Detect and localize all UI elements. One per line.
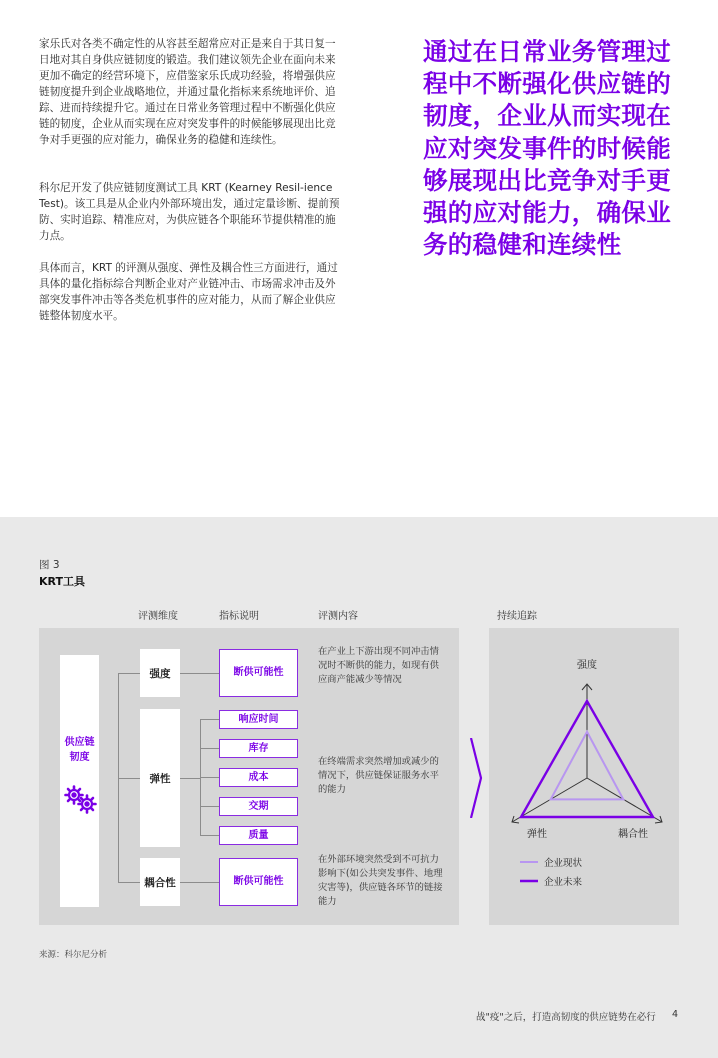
dimension-coupling-label: 耦合性 [144,877,176,889]
radar-label-elasticity: 弹性 [527,829,547,840]
figure-title: KRT工具 [39,575,86,588]
column-header-content: 评测内容 [318,611,358,622]
column-header-tracking: 持续追踪 [497,611,537,622]
connector-elasticity-stub [180,778,200,779]
pull-quote: 通过在日常业务管理过程中不断强化供应链的韧度，企业从而实现在应对突发事件的时候能够展现出比竞争对手更强的应对能力，确保业务的稳健和连续性 [423,37,671,260]
paragraph-1: 家乐氏对各类不确定性的从容甚至超常应对正是来自于其日复一日地对其自身供应链韧度的锻造。我们建议领先企业在面向未来更加不确定的经营环境下，应借鉴家乐氏成功经验，将增强供应链韧度提升到企业战略地位，并通过量化指标来系统地评价、追踪、进而持续提升它。通过在日常业务管理过程中不断强化供应链的韧度，企业从而实现在应对突发事件的时候能够展现出比竞争对手更强的应对能力，确保业务的稳健和连续性。 [39,38,336,146]
dimension-strength-label: 强度 [149,668,171,680]
description-strength: 在产业上下游出现不同冲击情况时不断供的能力，如现有供应商产能减少等情况 [318,646,439,685]
connector-ind-1 [200,719,219,720]
connector-ind-5 [200,835,219,836]
indicator-supply-disruption-coupling: 断供可能性 [219,858,298,906]
gears-icon [62,783,98,815]
indicator-response-time: 响应时间 [219,710,298,729]
description-coupling: 在外部环境突然受到不可抗力影响下(如公共突发事件、地理灾害等)，供应链各环节的链接能力 [318,854,443,907]
description-elasticity: 在终端需求突然增加或减少的情况下，供应链保证服务水平的能力 [318,756,439,795]
dimension-elasticity-box [140,709,180,847]
page-number: 4 [672,1009,679,1020]
indicator-quality: 质量 [219,826,298,845]
connector-ind-3 [200,777,219,778]
chevron-right-icon [468,738,484,818]
root-box [60,655,99,907]
connector-elasticity [118,778,140,779]
root-label: 供应链韧度 [64,737,95,763]
radar-chart [489,628,679,925]
indicator-lead-time: 交期 [219,797,298,816]
column-header-dimension: 评测维度 [138,611,178,622]
footer-title: 战"疫"之后，打造高韧度的供应链势在必行 [476,1012,656,1023]
connector-strength-indicator [180,673,219,674]
legend-future-label: 企业未来 [544,877,583,888]
figure-label: 图 3 [39,559,60,571]
dimension-elasticity-label: 弹性 [149,773,171,785]
source-note: 来源：科尔尼分析 [39,950,108,960]
indicator-inventory: 库存 [219,739,298,758]
indicator-cost: 成本 [219,768,298,787]
connector-ind-2 [200,748,219,749]
indicator-supply-disruption-strength: 断供可能性 [219,649,298,697]
paragraph-3: 具体而言，KRT 的评测从强度、弹性及耦合性三方面进行，通过具体的量化指标综合判断企业对产业链冲击、市场需求冲击及外部突发事件冲击等各类危机事件的应对能力，从而了解企业供应链整体韧度水平。 [39,262,338,322]
connector-coupling [118,882,140,883]
connector-coupling-indicator [180,882,219,883]
legend-current-label: 企业现状 [544,858,583,869]
dimension-strength-box [140,649,180,697]
radar-label-strength: 强度 [577,660,597,671]
dimension-coupling-box [140,858,180,906]
radar-label-coupling: 耦合性 [618,829,648,840]
column-header-indicator: 指标说明 [219,611,259,622]
paragraph-2: 科尔尼开发了供应链韧度测试工具 KRT (Kearney Resil-ience Test)。该工具是从企业内外部环境出发，通过定量诊断、提前预防、实时追踪、精准应对，为供应链各个职能环节提供精准的施力点。 [39,182,340,242]
connector-ind-4 [200,806,219,807]
connector-strength [118,673,140,674]
